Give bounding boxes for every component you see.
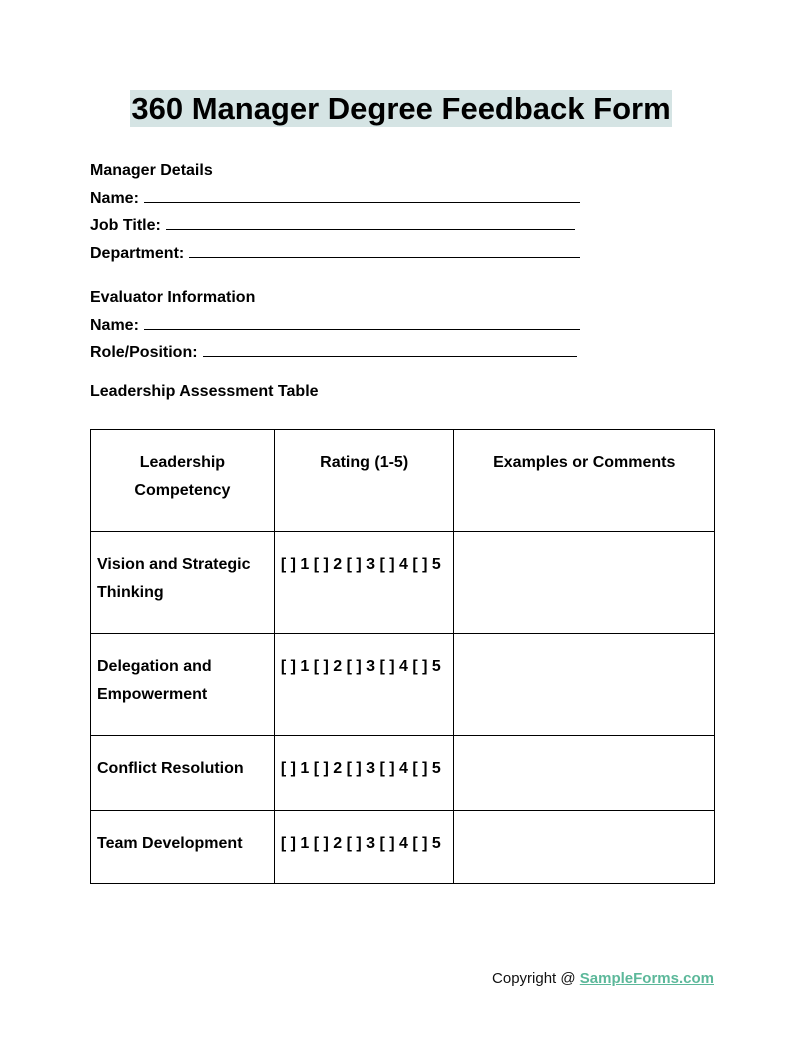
competency-cell: Vision and Strategic Thinking <box>91 532 275 634</box>
comments-cell[interactable] <box>454 634 715 736</box>
manager-department-field[interactable] <box>189 243 580 258</box>
manager-details-section <box>90 157 580 267</box>
page-title: 360 Manager Degree Feedback Form <box>131 91 671 126</box>
competency-cell: Team Development <box>91 811 275 884</box>
comments-cell[interactable] <box>454 532 715 634</box>
sampleforms-link[interactable]: SampleForms.com <box>579 970 714 987</box>
rating-cell[interactable]: [ ] 1 [ ] 2 [ ] 3 [ ] 4 [ ] 5 <box>274 634 454 736</box>
table-row <box>91 811 715 884</box>
evaluator-role-field[interactable] <box>203 342 577 357</box>
assessment-table <box>90 429 715 884</box>
manager-job-title-field[interactable] <box>166 215 575 230</box>
table-row <box>91 634 715 736</box>
comments-cell[interactable] <box>454 736 715 811</box>
manager-department-label: Department: <box>90 244 185 262</box>
manager-name-label: Name: <box>90 189 139 207</box>
manager-department-row <box>90 240 580 268</box>
column-header-competency: Leadership Competency <box>91 430 275 532</box>
manager-job-title-row <box>90 212 580 240</box>
evaluator-name-row <box>90 312 580 340</box>
rating-cell[interactable]: [ ] 1 [ ] 2 [ ] 3 [ ] 4 [ ] 5 <box>274 532 454 634</box>
rating-cell[interactable]: [ ] 1 [ ] 2 [ ] 3 [ ] 4 [ ] 5 <box>274 736 454 811</box>
rating-cell[interactable]: [ ] 1 [ ] 2 [ ] 3 [ ] 4 [ ] 5 <box>274 811 454 884</box>
manager-name-row <box>90 185 580 213</box>
evaluator-info-section <box>90 284 580 367</box>
evaluator-role-label: Role/Position: <box>90 344 198 361</box>
footer-copyright <box>492 970 714 987</box>
evaluator-name-field[interactable] <box>144 315 580 330</box>
column-header-rating: Rating (1-5) <box>274 430 454 532</box>
table-row <box>91 736 715 811</box>
comments-cell[interactable] <box>454 811 715 884</box>
table-row <box>91 532 715 634</box>
assessment-table-heading: Leadership Assessment Table <box>90 383 319 400</box>
manager-details-heading: Manager Details <box>90 162 213 179</box>
table-header-row <box>91 430 715 532</box>
evaluator-role-row <box>90 339 580 367</box>
column-header-comments: Examples or Comments <box>454 430 715 532</box>
manager-job-title-label: Job Title: <box>90 217 161 234</box>
manager-name-field[interactable] <box>144 188 580 203</box>
competency-cell: Delegation and Empowerment <box>91 634 275 736</box>
competency-cell: Conflict Resolution <box>91 736 275 811</box>
evaluator-name-label: Name: <box>90 316 139 334</box>
title-container <box>0 90 802 127</box>
evaluator-info-heading: Evaluator Information <box>90 289 256 306</box>
copyright-text: Copyright @ <box>492 970 580 987</box>
